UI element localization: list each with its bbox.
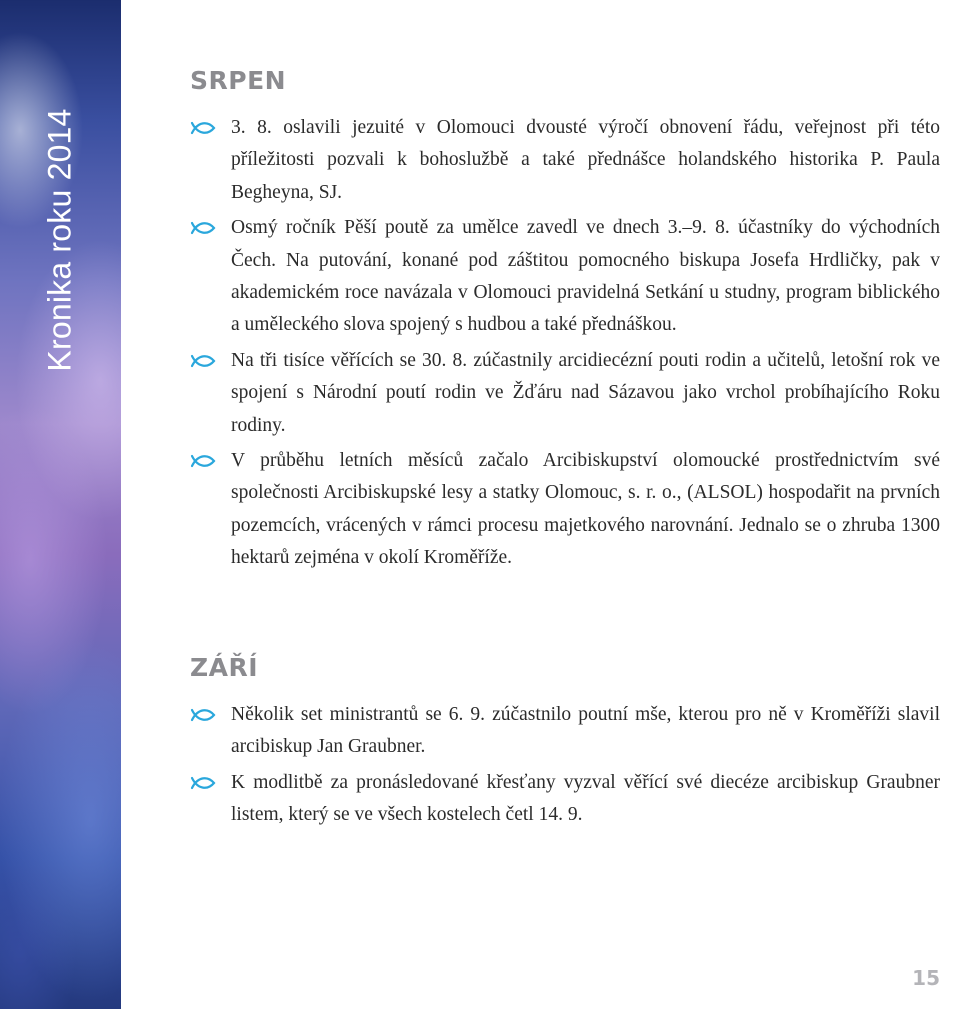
entry-text: Osmý ročník Pěší poutě za umělce zavedl ve dnech 3.–9. 8. účastníky do východních Čech. Na putování, konané pod záštitou pomocného biskupa Josefa Hrdličky, pak v akademickém roce navázala v Olomouci pravidelná Setkání u studny, program biblického a uměleckého slova spojený s hudbou a také přednáškou. [231, 217, 940, 336]
entry-text: Několik set ministrantů se 6. 9. zúčastnilo poutní mše, kterou pro ně v Kroměříži slavil arcibiskup Jan Graubner. [231, 704, 940, 758]
list-item [190, 212, 940, 342]
entry-text: 3. 8. oslavili jezuité v Olomouci dvousté výročí obnovení řádu, veřejnost při této příležitosti pozvali k bohoslužbě a také přednášce holandského historika P. Paula Begheyna, SJ. [231, 117, 940, 203]
ichthys-fish-icon [190, 708, 216, 722]
section-heading-srpen: SRPEN [190, 66, 287, 95]
list-item [190, 345, 940, 442]
ichthys-fish-icon [190, 221, 216, 235]
ichthys-fish-icon [190, 354, 216, 368]
sidebar-title: Kronika roku 2014 [41, 108, 78, 372]
entry-text: K modlitbě za pronásledované křesťany vyzval věřící své diecéze arcibiskup Graubner listem, který se ve všech kostelech četl 14. 9. [231, 771, 940, 826]
page-number: 15 [912, 966, 940, 990]
section-list-zari [190, 699, 940, 835]
section-list-srpen [190, 112, 940, 578]
ichthys-fish-icon [190, 121, 216, 135]
list-item [190, 767, 940, 832]
section-heading-zari: ZÁŘÍ [190, 653, 259, 682]
list-item [190, 112, 940, 209]
list-item [190, 445, 940, 575]
sidebar-banner [0, 0, 121, 1009]
entry-text: V průběhu letních měsíců začalo Arcibiskupství olomoucké prostřednictvím své společnosti Arcibiskupské lesy a statky Olomouc, s. r. o., (ALSOL) hospodařit na prvních pozemcích, vrácených v rámci procesu majetkového narovnání. Jednalo se o zhruba 1300 hektarů zejména v okolí Kroměříže. [231, 450, 940, 569]
list-item [190, 699, 940, 764]
entry-text: Na tři tisíce věřících se 30. 8. zúčastnily arcidiecézní pouti rodin a učitelů, letošní rok ve spojení s Národní poutí rodin ve Žďáru nad Sázavou jako vrchol probíhajícího Roku rodiny. [231, 349, 940, 436]
ichthys-fish-icon [190, 776, 216, 790]
ichthys-fish-icon [190, 454, 216, 468]
